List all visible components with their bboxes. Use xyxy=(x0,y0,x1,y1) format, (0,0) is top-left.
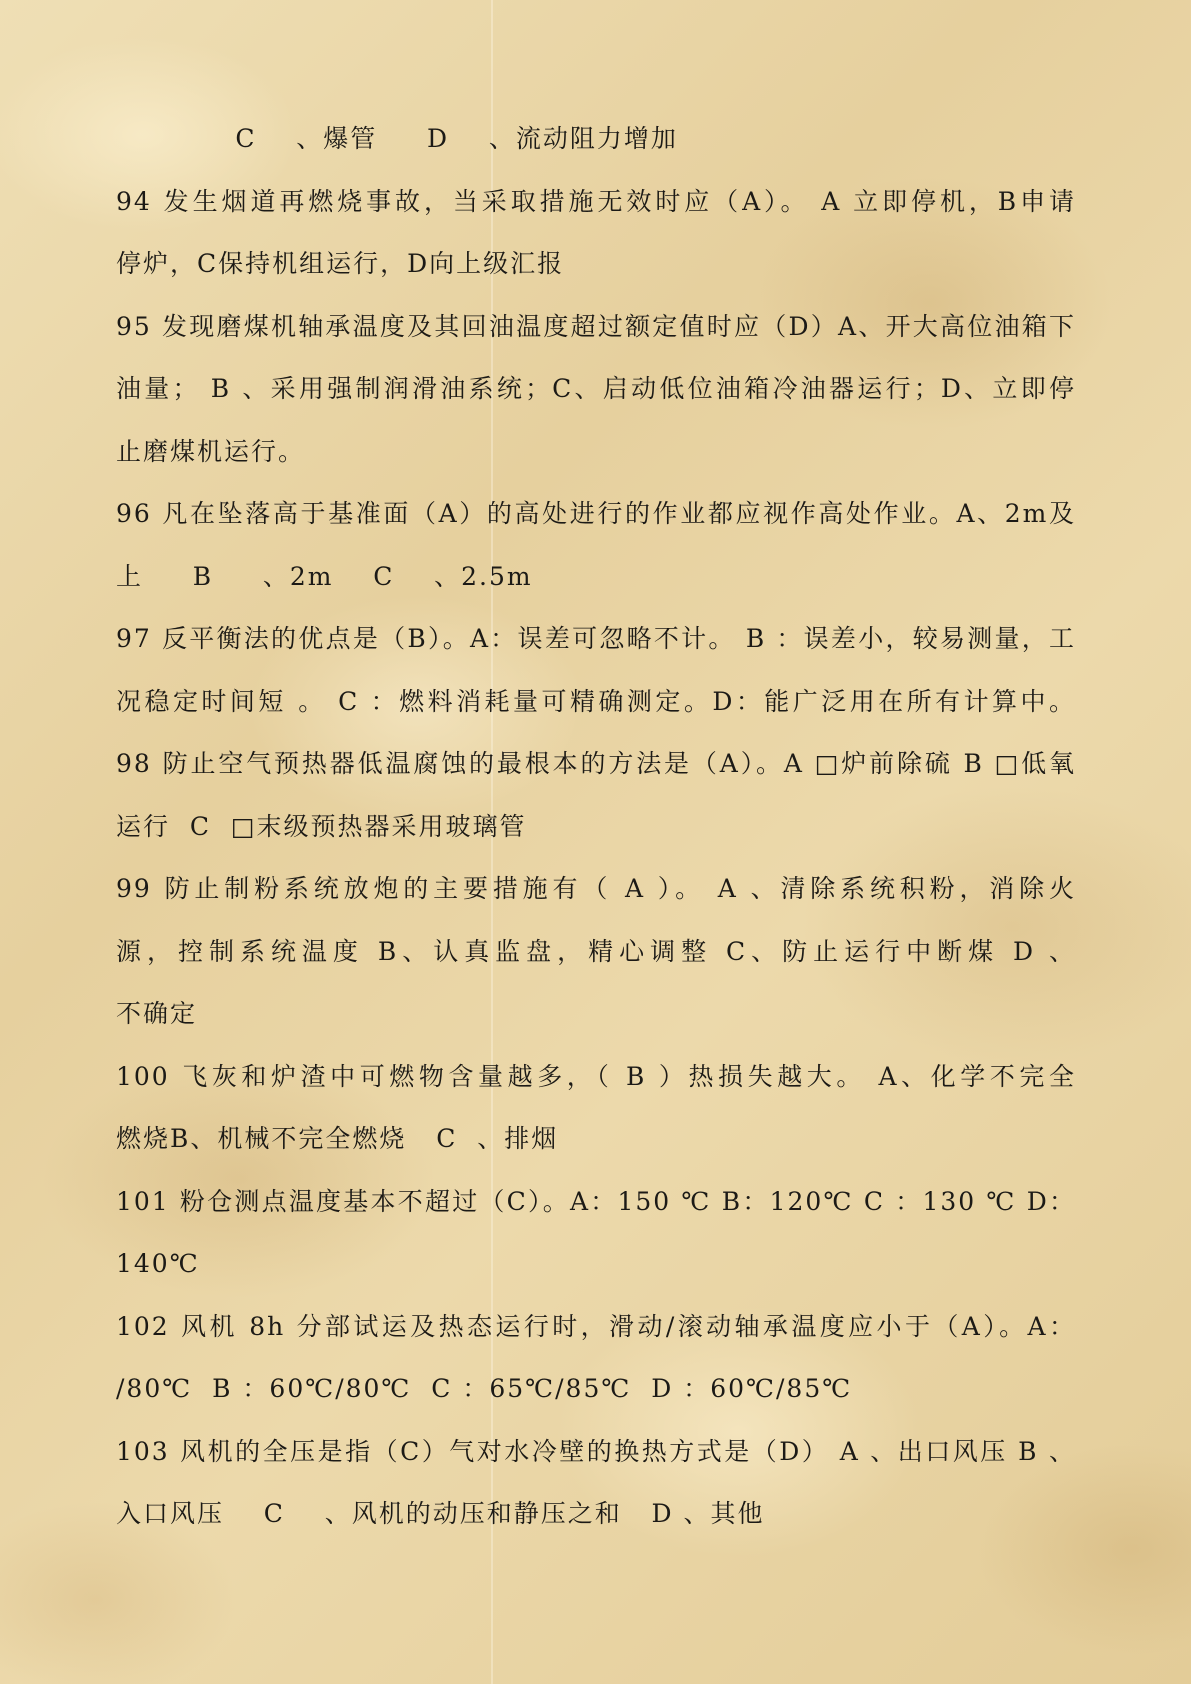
question-95-line-2: 油量； B 、采用强制润滑油系统；C、启动低位油箱冷油器运行；D、立即停 xyxy=(116,374,1076,403)
question-99-line-2: 源，控制系统温度 B、认真监盘，精心调整 C、防止运行中断煤 D 、 xyxy=(116,936,1076,966)
question-96-line-1: 96 凡在坠落高于基准面（A）的高处进行的作业都应视作高处作业。A、2m及 xyxy=(116,499,1076,528)
question-102-line-2: /80℃ B ：60℃/80℃ C ：65℃/85℃ D ：60℃/85℃ xyxy=(116,1374,853,1403)
question-97-line-2: 况稳定时间短 。 C ：燃料消耗量可精确测定。D：能广泛用在所有计算中。 xyxy=(116,686,1076,716)
question-98-line-1: 98 防止空气预热器低温腐蚀的最根本的方法是（A）。A □炉前除硫 B □低氧 xyxy=(116,749,1076,778)
document-page xyxy=(116,108,1076,1546)
text-line: C 、爆管 D 、流动阻力增加 xyxy=(116,124,678,153)
question-97-line-1: 97 反平衡法的优点是（B）。A：误差可忽略不计。 B ：误差小，较易测量，工 xyxy=(116,624,1076,653)
question-100-line-1: 100 飞灰和炉渣中可燃物含量越多，（ B ）热损失越大。 A、化学不完全 xyxy=(116,1061,1076,1091)
question-101-line-2: 140℃ xyxy=(116,1249,200,1278)
question-99-line-1: 99 防止制粉系统放炮的主要措施有（ A ）。 A 、清除系统积粉，消除火 xyxy=(116,874,1076,903)
question-99-line-3: 不确定 xyxy=(116,999,198,1028)
question-94-line-1: 94 发生烟道再燃烧事故，当采取措施无效时应（A）。 A 立即停机，B申请 xyxy=(116,186,1076,216)
question-100-line-2: 燃烧B、机械不完全燃烧 C 、排烟 xyxy=(116,1124,559,1153)
question-103-line-2: 入口风压 C 、风机的动压和静压之和 D 、其他 xyxy=(116,1499,765,1528)
question-96-line-2: 上 B 、2m C 、2.5m xyxy=(116,561,533,591)
question-98-line-2: 运行 C □末级预热器采用玻璃管 xyxy=(116,811,527,841)
question-94-line-2: 停炉，C保持机组运行，D向上级汇报 xyxy=(116,249,565,278)
question-95-line-1: 95 发现磨煤机轴承温度及其回油温度超过额定值时应（D）A、开大高位油箱下 xyxy=(116,311,1076,341)
question-102-line-1: 102 风机 8h 分部试运及热态运行时，滑动/滚动轴承温度应小于（A）。A： xyxy=(116,1311,1076,1341)
question-103-line-1: 103 风机的全压是指（C）气对水冷壁的换热方式是（D） A 、出口风压 B 、 xyxy=(116,1436,1076,1466)
question-101-line-1: 101 粉仓测点温度基本不超过（C）。A：150 ℃ B：120℃ C ：130 ℃ D： xyxy=(116,1186,1076,1216)
question-95-line-3: 止磨煤机运行。 xyxy=(116,436,306,466)
